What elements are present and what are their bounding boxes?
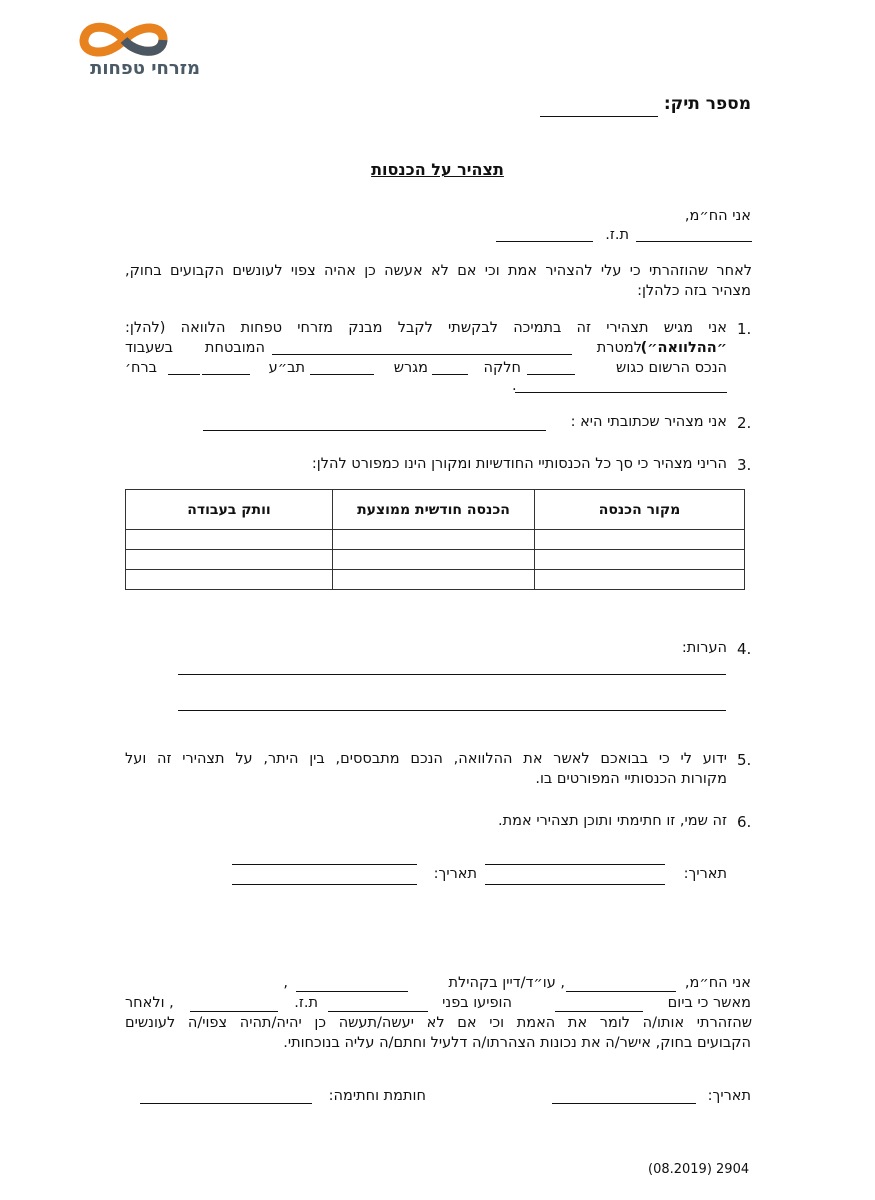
table-cell[interactable] xyxy=(333,570,535,590)
item-1-street-label: ברח׳ xyxy=(125,360,158,376)
lot-field[interactable] xyxy=(310,374,374,375)
table-cell[interactable] xyxy=(535,550,745,570)
item-3-text: הריני מצהיר כי סך כל הכנסותיי החודשיות ומקורן הינו כמפורט להלן: xyxy=(311,456,727,472)
income-table xyxy=(125,489,745,590)
block-field[interactable] xyxy=(527,374,575,375)
plan-field[interactable] xyxy=(202,374,250,375)
attest-1c: , xyxy=(283,975,288,991)
income-source-header: מקור הכנסה xyxy=(535,490,745,530)
street-field-continued[interactable] xyxy=(515,392,727,393)
item-6-text: זה שמי, זו חתימתי ותוכן תצהירי אמת. xyxy=(498,813,727,829)
table-row xyxy=(126,530,745,550)
attest-1a: אני הח״מ, xyxy=(684,975,751,991)
signature-line-right[interactable] xyxy=(485,864,665,865)
date-field-left[interactable] xyxy=(232,884,417,885)
item-1-line-1: אני מגיש תצהירי זה בתמיכה לבקשתי לקבל מבנק מזרחי טפחות הלוואה (להלן: xyxy=(125,320,727,336)
declarant-name-field[interactable] xyxy=(636,241,752,242)
table-row xyxy=(126,550,745,570)
date-label-left: תאריך: xyxy=(433,866,477,882)
item-4-text: הערות: xyxy=(681,640,727,656)
table-row xyxy=(126,570,745,590)
community-field[interactable] xyxy=(296,991,408,992)
table-cell[interactable] xyxy=(126,570,333,590)
item-1-block-label: הנכס הרשום כגוש xyxy=(616,360,727,376)
infinity-logo-icon xyxy=(74,20,174,60)
stamp-signature-field[interactable] xyxy=(140,1103,312,1104)
item-1-loan-label: ״ההלוואה״) xyxy=(640,340,727,356)
street-field[interactable] xyxy=(168,374,200,375)
date-field-right[interactable] xyxy=(485,884,665,885)
file-number-label: מספר תיק: xyxy=(663,94,751,114)
attorney-name-field[interactable] xyxy=(566,991,676,992)
item-5-line-2: מקורות הכנסותיי המפורטים בו. xyxy=(535,771,727,787)
table-cell[interactable] xyxy=(535,530,745,550)
table-cell[interactable] xyxy=(333,530,535,550)
attest-2b: הופיעו בפני xyxy=(442,995,512,1011)
item-5-number: 5. xyxy=(737,751,752,769)
table-cell[interactable] xyxy=(535,570,745,590)
parcel-field[interactable] xyxy=(432,374,468,375)
declarant-id-field[interactable] xyxy=(496,241,593,242)
item-3-number: 3. xyxy=(737,456,752,474)
table-cell[interactable] xyxy=(126,550,333,570)
bank-name: מזרחי טפחות xyxy=(90,58,200,79)
form-code: (08.2019) 2904 xyxy=(648,1162,750,1177)
date-label-right: תאריך: xyxy=(683,866,727,882)
intro-line-2: מצהיר בזה כלהלן: xyxy=(637,283,751,299)
item-1-parcel-label: חלקה xyxy=(483,360,521,376)
monthly-income-header: הכנסה חודשית ממוצעת xyxy=(333,490,535,530)
page-title: תצהיר על הכנסות xyxy=(371,160,504,179)
attest-2a: מאשר כי ביום xyxy=(667,995,751,1011)
address-field[interactable] xyxy=(203,430,546,431)
attest-2d: , ולאחר xyxy=(125,995,174,1011)
appearance-date-field[interactable] xyxy=(555,1011,643,1012)
intro-line-1: לאחר שהוזהרתי כי עלי להצהיר אמת וכי אם לא אעשה כן אהיה צפוי לעונשים הקבועים בחוק, xyxy=(125,263,752,279)
remarks-line-2[interactable] xyxy=(178,710,726,711)
item-2-number: 2. xyxy=(737,414,752,432)
table-cell[interactable] xyxy=(333,550,535,570)
item-4-number: 4. xyxy=(737,640,752,658)
footer-date-field[interactable] xyxy=(552,1103,696,1104)
seniority-header: וותק בעבודה xyxy=(126,490,333,530)
signature-line-left[interactable] xyxy=(232,864,417,865)
appearing-id-field[interactable] xyxy=(190,1011,278,1012)
remarks-line-1[interactable] xyxy=(178,674,726,675)
footer-date-label: תאריך: xyxy=(707,1088,751,1104)
appearing-person-field[interactable] xyxy=(328,1011,428,1012)
item-1-purpose-label: למטרת xyxy=(596,340,642,356)
item-5-line-1: ידוע לי כי בבואכם לאשר את ההלוואה, הנכם מתבססים, בין היתר, על תצהירי זה ועל xyxy=(125,751,727,767)
attest-3: שהזהרתי אותו/ה לומר את האמת וכי אם לא יעשה/תעשה כן יהיה/תהיה צפוי/ה לעונשים xyxy=(125,1015,752,1031)
item-1-plan-label: תב״ע xyxy=(268,360,305,376)
table-cell[interactable] xyxy=(126,530,333,550)
declarant-label: אני הח״מ, xyxy=(684,208,751,224)
loan-purpose-field[interactable] xyxy=(272,354,572,355)
item-6-number: 6. xyxy=(737,813,752,831)
attest-4: הקבועים בחוק, אישר/ה את נכונות הצהרתו/ה דלעיל וחתם/ה עליה בנוכחותי. xyxy=(283,1035,751,1051)
item-1-end-dot: . xyxy=(512,378,517,394)
item-1-secured-label: המובטחת בשעבוד xyxy=(125,340,265,356)
item-1-number: 1. xyxy=(737,320,752,338)
file-number-field[interactable] xyxy=(540,116,658,117)
item-2-text: אני מצהיר שכתובתי היא : xyxy=(570,414,727,430)
bank-logo xyxy=(44,20,204,82)
attest-2c: ת.ז. xyxy=(294,995,318,1011)
attest-1b: , עו״ד/דיין בקהילת xyxy=(448,975,565,991)
stamp-signature-label: חותמת וחתימה: xyxy=(328,1088,426,1104)
declarant-id-label: ת.ז. xyxy=(605,227,629,243)
item-1-lot-label: מגרש xyxy=(393,360,428,376)
